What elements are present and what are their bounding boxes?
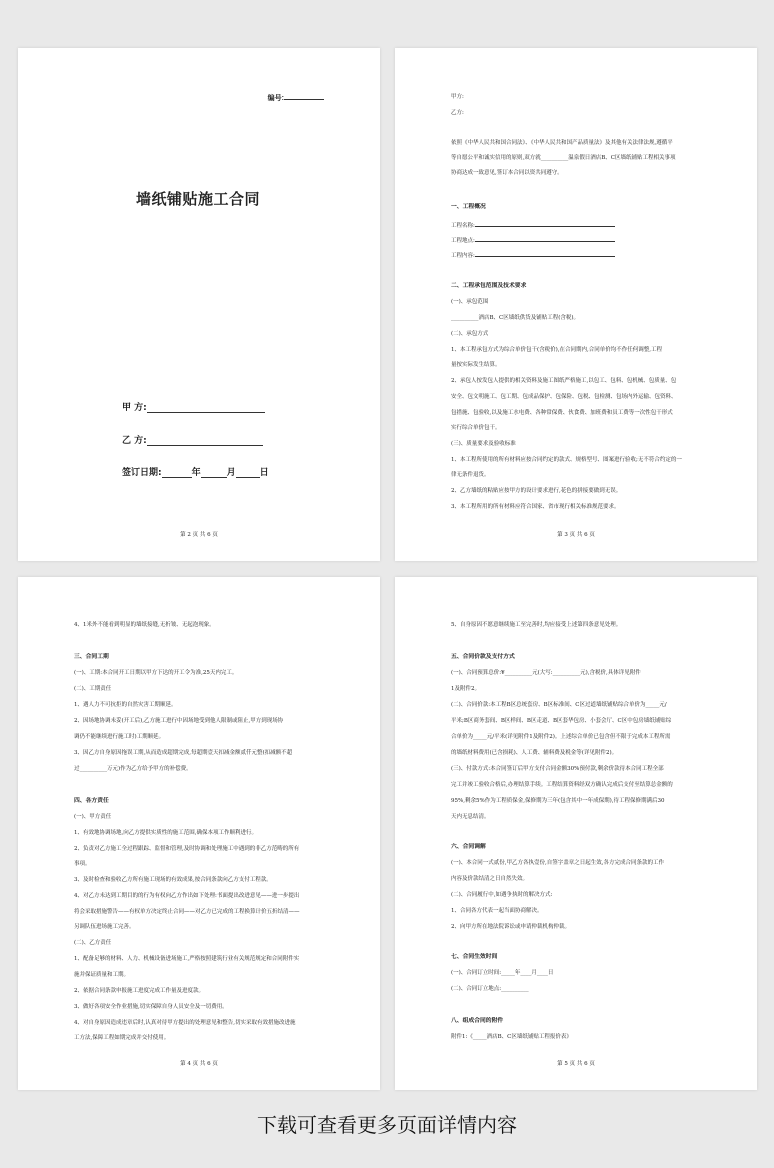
paragraph-line: 5、自身原因不愿意继续施工至完善时,均应接受上述第四条意见处理。: [451, 622, 622, 628]
month-label: 月: [226, 468, 236, 478]
day-label: 日: [259, 468, 269, 478]
year-label: 年: [191, 468, 201, 478]
paragraph-line: 3、本工程所用的所有材料应符合国家、省市现行相关标准规范要求。: [451, 504, 620, 510]
field-label: 工程内容:: [451, 253, 475, 259]
sub-heading: (二)、乙方责任: [74, 940, 112, 946]
project-content-field: [451, 250, 709, 260]
paragraph-line: 2、向甲方所在地法院诉讼或申请仲裁机构仲裁。: [451, 924, 571, 930]
page-footer: 第 4 页 共 6 页: [180, 1061, 218, 1067]
paragraph-line: 安全、包文明施工、包工期、包成品保护、包保险、包税、包检测、包场内外运输、包资料、: [451, 394, 677, 400]
paragraph-line: 4、对自身原因造成违章后时,认真对待甲方提出的处理意见和整告,切实采取有效措施改进施: [74, 1020, 296, 1026]
paragraph-line: 调仍不能继续进行施工时)工期顺延。: [74, 734, 165, 740]
sub-heading: (三)、质量要求及验收标准: [451, 441, 516, 447]
section-heading: 二、工程承包范围及技术要求: [451, 283, 527, 289]
paragraph-line: 量按实际发生结算。: [451, 362, 501, 368]
contract-page-5: [395, 577, 757, 1090]
paragraph-line: 事项。: [74, 861, 91, 867]
paragraph-line: 协商达成一致意见,签订本合同以资共同遵守。: [451, 170, 563, 176]
paragraph-line: 3、做好各项安全作业措施,切实保障自身人员安全及一切费用。: [74, 1004, 228, 1010]
contract-number: [268, 93, 324, 103]
paragraph-line: 工方法,保障工程如期完成并交付使用。: [74, 1035, 170, 1041]
page-footer: 第 3 页 共 6 页: [557, 532, 595, 538]
paragraph-line: (二)、合同订立地点:__________: [451, 986, 529, 992]
section-heading: 五、合同价款及支付方式: [451, 654, 515, 660]
paragraph-line: 95%,剩余5%作为工程质保金,保修期为三年(包含其中一年成保期),待工程保修期满后30: [451, 798, 665, 804]
paragraph-line: 依照《中华人民共和国合同法》、《中华人民共和国产品质量法》及其他有关法律法规,遵循平: [451, 140, 673, 146]
sub-heading: (一)、承包范围: [451, 299, 489, 305]
paragraph-line: 2、乙方墙纸的粘贴应按甲方的设计要求进行,花色的拼接要做到无误。: [451, 488, 622, 494]
sub-heading: (一)、甲方责任: [74, 814, 112, 820]
paragraph-line: 附件1:《_____酒店B、C区墙纸铺贴工程报价表》: [451, 1034, 572, 1040]
paragraph-line: 实行综合单价包干。: [451, 425, 501, 431]
party-b-label: 乙 方:: [122, 436, 147, 446]
page-footer: 第 5 页 共 6 页: [557, 1061, 595, 1067]
paragraph-line: 4、对乙方未达到工期目的的行为有权向乙方作出如下处理:书面提出改进意见——进一步提出: [74, 893, 300, 899]
party-b-line: [122, 433, 263, 446]
contract-title: 墙纸铺贴施工合同: [136, 190, 261, 208]
paragraph-line: 1、有效地协调场地,向乙方提供实质性的施工范围,确保本项工作顺利进行。: [74, 830, 257, 836]
section-heading: 七、合同生效时间: [451, 954, 498, 960]
paragraph-line: 另调队伍进场施工完善。: [74, 924, 135, 930]
party-b-text: 乙方:: [451, 110, 464, 116]
section-heading: 六、合同调解: [451, 844, 486, 850]
paragraph-line: (二)、合同履行中,如遇争执时的解决方式:: [451, 892, 553, 898]
contract-page-3: [395, 48, 757, 561]
paragraph-line: 1、遇人力不可抗拒的自然灾害工期顺延。: [74, 702, 177, 708]
paragraph-line: (二)、合同价款:本工程B区总统套房、B区标准间、C区过道墙纸铺贴综合单价为_____元/: [451, 702, 667, 708]
paragraph-line: 包措施、包验收,以及施工水电费、各种常保费、伙食费、加班费和员工费等一次性包干形式: [451, 410, 673, 416]
paragraph-line: 2、承包人按发包人提供的相关资料及施工图纸严格施工,以包工、包料、包机械、包质量、包: [451, 378, 677, 384]
paragraph-line: 2、依据合同条款申报施工进度完成工作量及进度款。: [74, 988, 205, 994]
paragraph-line: (一)、合同预算总价:¥__________元(大写:__________元),含税价,具体详见附件: [451, 670, 641, 676]
paragraph-line: 内容及价款结清之日自然失效。: [451, 876, 529, 882]
sub-heading: (二)、工期责任: [74, 686, 112, 692]
paragraph-line: 1、合同各方代表一起当面协商解决。: [451, 908, 543, 914]
paragraph-line: 合单价为_____元/平米(详见附件1及附件2)。上述综合单价已包含但不限于完成本工程所需: [451, 734, 671, 740]
party-a-line: [122, 400, 265, 413]
paragraph-line: 2、因场地协调未妥(开工后),乙方施工进行中因场地受到他人限制或阻止,甲方到现场协: [74, 718, 284, 724]
paragraph-line: 1、本工程所使用的所有材料应按合同约定的款式、规格型号、图案进行验收;无不符合约定的一: [451, 457, 682, 463]
project-name-field: [451, 220, 709, 230]
paragraph-line: 天内无息结清。: [451, 814, 490, 820]
paragraph-line: (一)、工期:本合同开工日期以甲方下达的开工令为准,25天内完工。: [74, 670, 238, 676]
contract-page-4: [18, 577, 380, 1090]
section-heading: 三、合同工期: [74, 654, 109, 660]
download-caption: 下载可查看更多页面详情内容: [257, 1113, 517, 1137]
paragraph-line: 1及附件2。: [451, 686, 480, 692]
paragraph-line: 施并保证质量和工期。: [74, 972, 130, 978]
paragraph-line: 4、1米外不能看到明显的墙纸接缝,无折皱、无起泡现象。: [74, 622, 215, 628]
sub-heading: (二)、承包方式: [451, 331, 489, 337]
contract-number-label: 编号:: [267, 95, 284, 102]
paragraph-line: (一)、合同订立时间:_____年____月____日: [451, 970, 554, 976]
contract-page-2: [18, 48, 380, 561]
paragraph-line: 3、因乙方自身原因拖误工期,从而造成超期完成,每超期壹天扣减金额贰仟元整(扣减额不超: [74, 750, 293, 756]
paragraph-line: 律无条件退货。: [451, 472, 490, 478]
paragraph-line: 等自愿公平和诚实信用的原则,双方就__________温泉假日酒店B、C区墙纸铺贴工程相关事项: [451, 155, 676, 161]
section-heading: 八、组成合同的附件: [451, 1018, 504, 1024]
paragraph-line: (一)、本合同一式贰份,甲乙方各执壹份,自签字盖章之日起生效,各方完成合同条款的工作: [451, 860, 665, 866]
paragraph-line: 平米;B区商务套间、B区样间、B区走道、B区套华包房、小套会厅、C区中包房墙纸铺贴综: [451, 718, 672, 724]
paragraph-line: __________酒店B、C区墙纸供货及铺贴工程(含税)。: [451, 315, 580, 321]
paragraph-line: 将会采取措施警告——有权单方决定终止合同——对乙方已完成的工程换算计价五折结清——: [74, 909, 300, 915]
paragraph-line: 过__________万元)作为乙方给予甲方的补偿费。: [74, 766, 192, 772]
paragraph-line: 1、本工程承包方式为综合单价包干(含税价),在合同期内,合同单价均不作任何调整,工程: [451, 347, 663, 353]
page-footer: 第 2 页 共 6 页: [180, 532, 218, 538]
paragraph-line: 2、负责对乙方施工全过程跟踪、监督和管理,及时协调和处理施工中遇到的非乙方范畴的所有: [74, 846, 300, 852]
section-heading: 四、各方责任: [74, 798, 109, 804]
paragraph-line: (三)、付款方式:本合同签订后甲方支付合同金额30%预付款,剩余价款待本合同工程全部: [451, 766, 664, 772]
party-a-text: 甲方:: [451, 94, 464, 100]
paragraph-line: 完工并竣工验收合格后,办理结算手续。工程结算资料经双方确认完成后支付至结算总金额的: [451, 782, 673, 788]
paragraph-line: 3、及时检查和验收乙方所有施工现场的有效成果,按合同条款向乙方支付工程款。: [74, 877, 272, 883]
section-heading: 一、工程概况: [451, 204, 486, 210]
party-a-label: 甲 方:: [122, 403, 147, 413]
project-location-field: [451, 235, 709, 245]
paragraph-line: 1、配备足够的材料、人力、机械设备进场施工,严格按照建筑行业有关规范规定和合同附件实: [74, 956, 300, 962]
paragraph-line: 的墙纸材料费用(已含损耗)、人工费、辅料费及税金等(详见附件2)。: [451, 750, 618, 756]
field-label: 工程名称:: [451, 223, 475, 229]
field-label: 工程地点:: [451, 238, 475, 244]
sign-date-line: [122, 465, 269, 478]
sign-date-label: 签订日期:: [122, 468, 162, 478]
